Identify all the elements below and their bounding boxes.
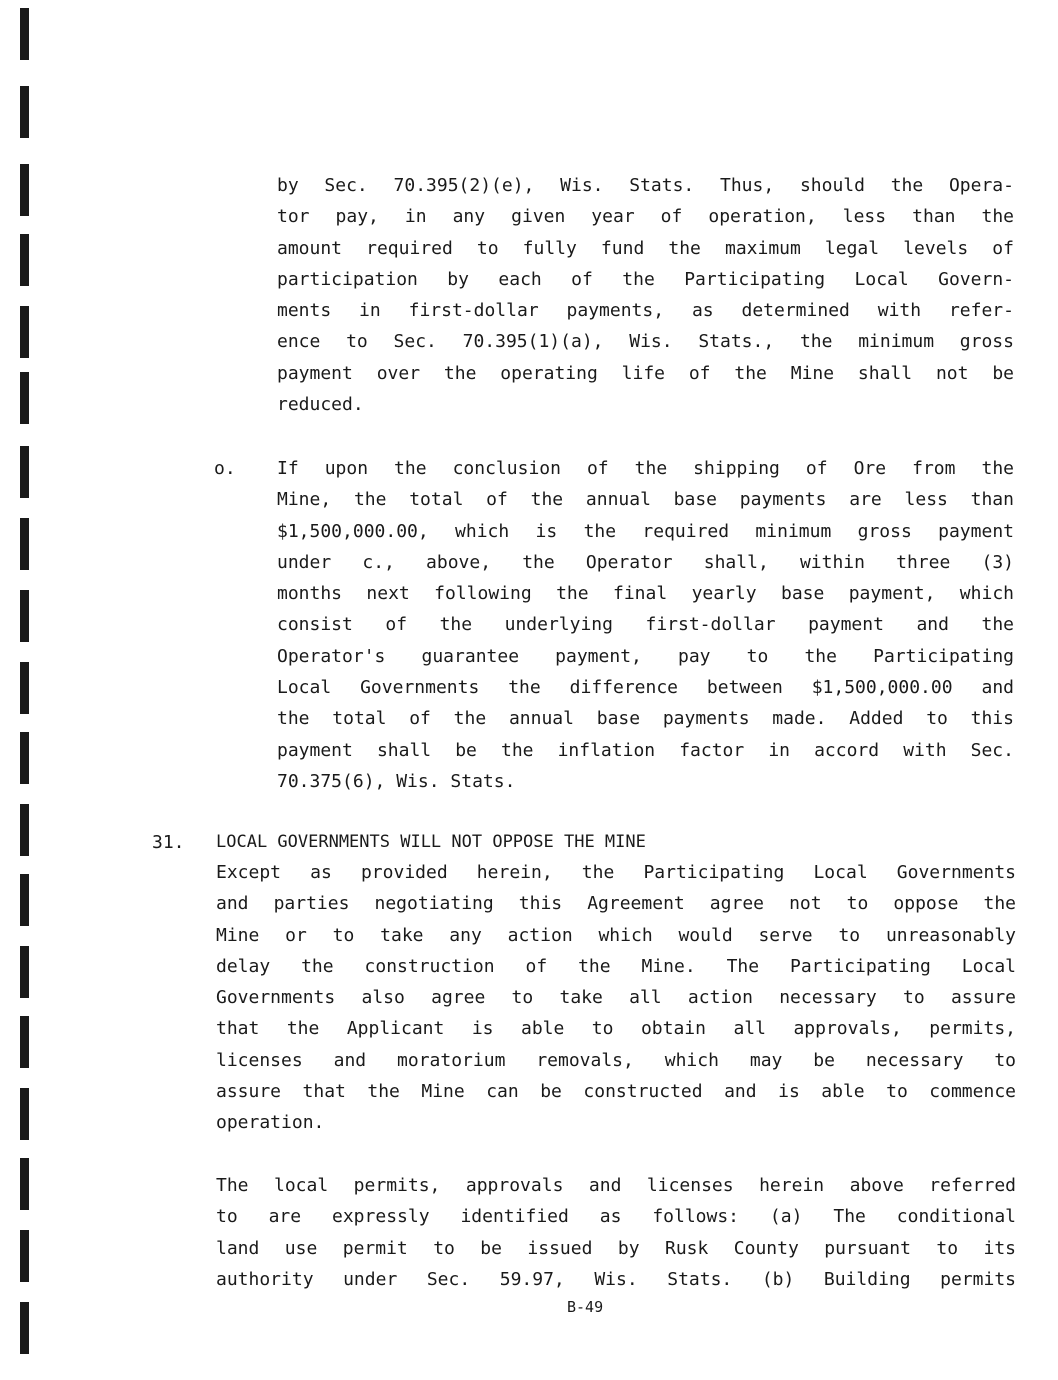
binder-mark (20, 306, 29, 358)
page-number: B-49 (567, 1298, 604, 1316)
text-line: assure that the Mine can be constructed and is able to commence (216, 1081, 1016, 1103)
binder-mark (20, 1088, 29, 1140)
binder-mark (20, 372, 29, 424)
text-line: 70.375(6), Wis. Stats. (277, 770, 516, 792)
binder-mark (20, 518, 29, 570)
text-line: Mine or to take any action which would serve to unreasonably (216, 924, 1016, 946)
binder-mark (20, 662, 29, 714)
text-line: amount required to fully fund the maximum legal levels of (277, 237, 1014, 259)
section-31-paragraph-1 (216, 857, 1016, 1139)
text-line: ence to Sec. 70.395(1)(a), Wis. Stats., the minimum gross (277, 331, 1014, 353)
text-line: that the Applicant is able to obtain all approvals, permits, (216, 1018, 1016, 1040)
text-line: tor pay, in any given year of operation, less than the (277, 206, 1014, 228)
binder-mark (20, 732, 29, 784)
text-line: reduced. (277, 394, 364, 416)
text-line: to are expressly identified as follows: (a) The conditional (216, 1206, 1016, 1228)
item-o-text (277, 453, 1014, 797)
binder-mark (20, 164, 29, 216)
section-heading: LOCAL GOVERNMENTS WILL NOT OPPOSE THE MINE (216, 832, 646, 852)
item-o-label: o. (214, 458, 236, 479)
text-line: ments in first-dollar payments, as determined with refer- (277, 300, 1014, 322)
binder-mark (20, 874, 29, 926)
text-line: payment over the operating life of the Mine shall not be (277, 362, 1014, 384)
text-line: operation. (216, 1112, 325, 1134)
binder-mark (20, 86, 29, 138)
text-line: licenses and moratorium removals, which may be necessary to (216, 1049, 1016, 1071)
text-line: under c., above, the Operator shall, within three (3) (277, 551, 1014, 573)
text-line: months next following the final yearly base payment, which (277, 583, 1014, 605)
text-line: the total of the annual base payments made. Added to this (277, 708, 1014, 730)
text-line: authority under Sec. 59.97, Wis. Stats. (b) Building permits (216, 1268, 1016, 1290)
binder-mark (20, 1302, 29, 1354)
text-line: The local permits, approvals and licenses herein above referred (216, 1175, 1016, 1196)
binder-mark (20, 234, 29, 286)
binder-mark (20, 1016, 29, 1068)
section-number: 31. (152, 832, 185, 853)
text-line: consist of the underlying first-dollar payment and the (277, 614, 1014, 636)
binder-mark (20, 1158, 29, 1210)
text-line: Mine, the total of the annual base payments are less than (277, 489, 1014, 511)
text-line: Local Governments the difference between $1,500,000.00 and (277, 677, 1014, 699)
binder-mark (20, 8, 29, 60)
binder-mark (20, 1230, 29, 1282)
text-line: $1,500,000.00, which is the required minimum gross payment (277, 520, 1014, 542)
section-31-paragraph-2 (216, 1170, 1016, 1295)
item-n-continuation (277, 170, 1014, 420)
text-line: delay the construction of the Mine. The Participating Local (216, 955, 1016, 977)
binder-mark (20, 446, 29, 498)
text-line: land use permit to be issued by Rusk County pursuant to its (216, 1237, 1016, 1259)
text-line: by Sec. 70.395(2)(e), Wis. Stats. Thus, should the Opera- (277, 175, 1014, 196)
text-line: and parties negotiating this Agreement agree not to oppose the (216, 893, 1016, 915)
text-line: Governments also agree to take all action necessary to assure (216, 987, 1016, 1009)
text-line: participation by each of the Participating Local Govern- (277, 268, 1014, 290)
text-line: Operator's guarantee payment, pay to the Participating (277, 645, 1014, 667)
binder-mark (20, 946, 29, 998)
text-line: payment shall be the inflation factor in accord with Sec. (277, 739, 1014, 761)
text-line: Except as provided herein, the Participating Local Governments (216, 862, 1016, 883)
text-line: If upon the conclusion of the shipping of Ore from the (277, 458, 1014, 479)
binder-mark (20, 590, 29, 642)
binder-mark (20, 804, 29, 856)
